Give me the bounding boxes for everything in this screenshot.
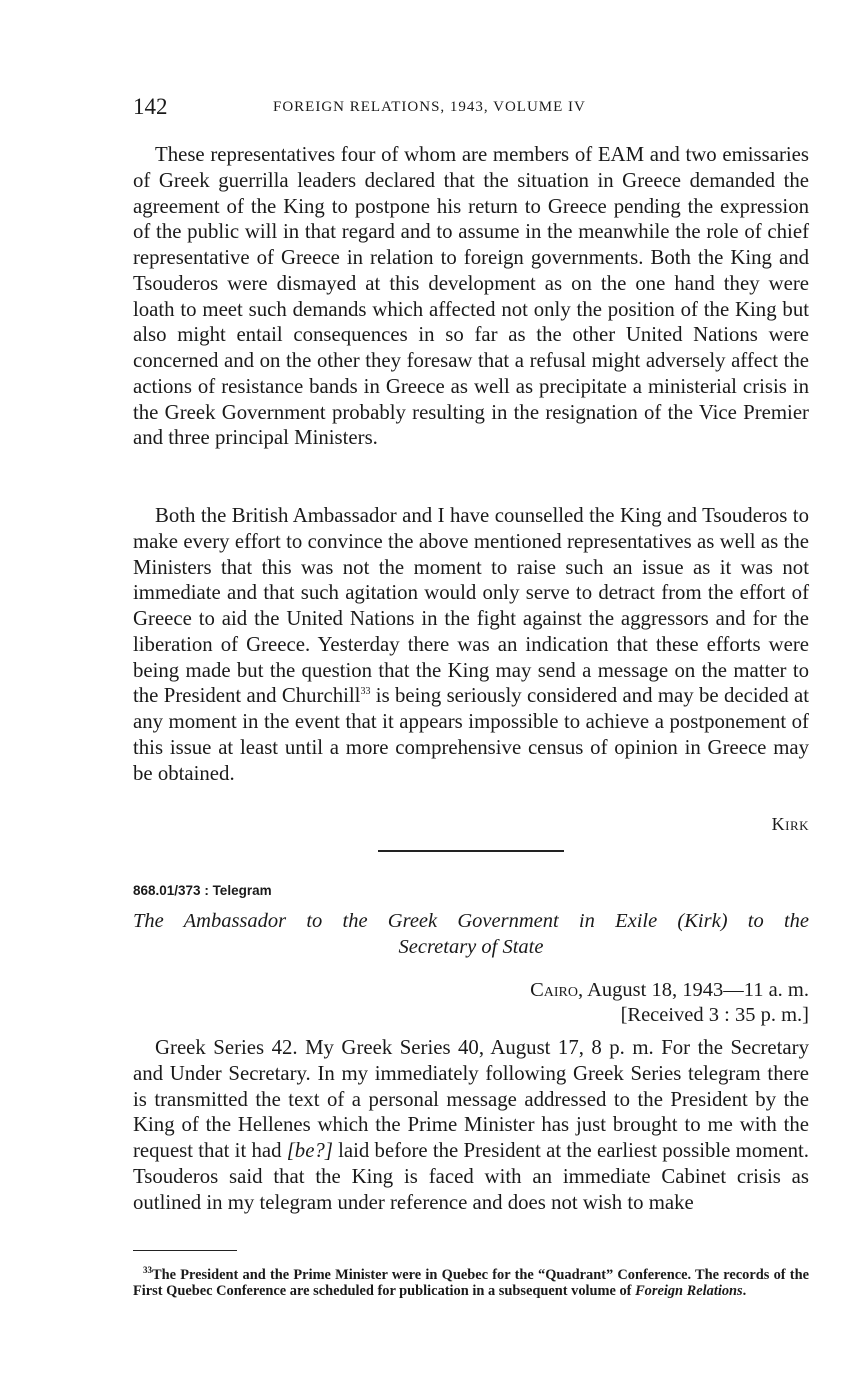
signature: Kirk: [771, 814, 809, 834]
dateline: [530, 979, 809, 1002]
footnote-text-b: .: [742, 1283, 747, 1300]
running-head: FOREIGN RELATIONS, 1943, VOLUME IV: [273, 99, 586, 115]
footnote-rule: [133, 1250, 237, 1251]
document-title-line-2: Secretary of State: [398, 936, 544, 958]
footnote: [133, 1262, 809, 1300]
paragraph-3: [133, 1035, 809, 1215]
file-number: 868.01/373 : Telegram: [133, 883, 272, 898]
paragraph-2: [133, 503, 809, 786]
paragraph-3-text-b: laid before the President at the earliest possible moment. Tsouderos said that the King is faced with an immediate Cabinet crisis as outlined in my telegram under reference and does not wish to make: [133, 1139, 809, 1214]
paragraph-3-text-a: Greek Series 42. My Greek Series 40, August 17, 8 p. m. For the Secretary and Under Secretary. In my immediately following Greek Series telegram there is transmitted the text of a personal message addressed to the President by the King of the Hellenes which the Prime Minister has just brought to me with the request that it had: [133, 1036, 809, 1162]
footnote-mark: 33: [143, 1265, 152, 1275]
dateline-date: August 18, 1943—11 a. m.: [583, 979, 809, 1001]
page-header: [133, 94, 809, 124]
footnote-reference: 33: [360, 686, 371, 698]
dateline-place: Cairo,: [530, 979, 584, 1001]
received-time: [Received 3 : 35 p. m.]: [620, 1004, 809, 1026]
paragraph-2-text-b: is being seriously considered and may be decided at any moment in the event that it appears impossible to achieve a postponement of this issue at least until a more comprehensive census of opinion in Greece may be obtained.: [133, 684, 809, 785]
footnote-italic-title: Foreign Relations: [635, 1283, 743, 1300]
document-title: [133, 908, 809, 960]
paragraph-2-text-a: Both the British Ambassador and I have counselled the King and Tsouderos to make every effort to convince the above mentioned representatives as well as the Ministers that this was not the moment to raise such an issue as it was not immediate and that such agitation would only serve to detract from the effort of Greece to aid the United Nations in the fight against the aggressors and for the liberation of Greece. Yesterday there was an indication that these efforts were being made but the question that the King may send a message on the matter to the President and Churchill: [133, 504, 809, 708]
paragraph-1: These representatives four of whom are members of EAM and two emissaries of Greek guerrilla leaders declared that the situation in Greece demanded the agreement of the King to postpone his return to Greece pending the expression of the public will in that regard and to assume in the meanwhile the role of chief representative of Greece in relation to foreign governments. Both the King and Tsouderos were dismayed at this development as on the one hand they were loath to meet such demands which affected not only the position of the King but also might entail consequences in so far as the other United Nations were concerned and on the other they foresaw that a refusal might adversely affect the actions of resistance bands in Greece as well as precipitate a ministerial crisis in the Greek Government probably resulting in the resignation of the Vice Premier and three principal Ministers.: [133, 143, 809, 450]
footnote-text-a: The President and the Prime Minister were in Quebec for the “Quadrant” Conference. The records of the First Quebec Conference are scheduled for publication in a subsequent volume of: [133, 1266, 809, 1300]
document-title-line-1: The Ambassador to the Greek Government in Exile (Kirk) to the: [133, 910, 809, 932]
editorial-insertion: [be?]: [286, 1139, 333, 1162]
section-divider: [378, 850, 564, 852]
page-number: 142: [133, 94, 168, 119]
